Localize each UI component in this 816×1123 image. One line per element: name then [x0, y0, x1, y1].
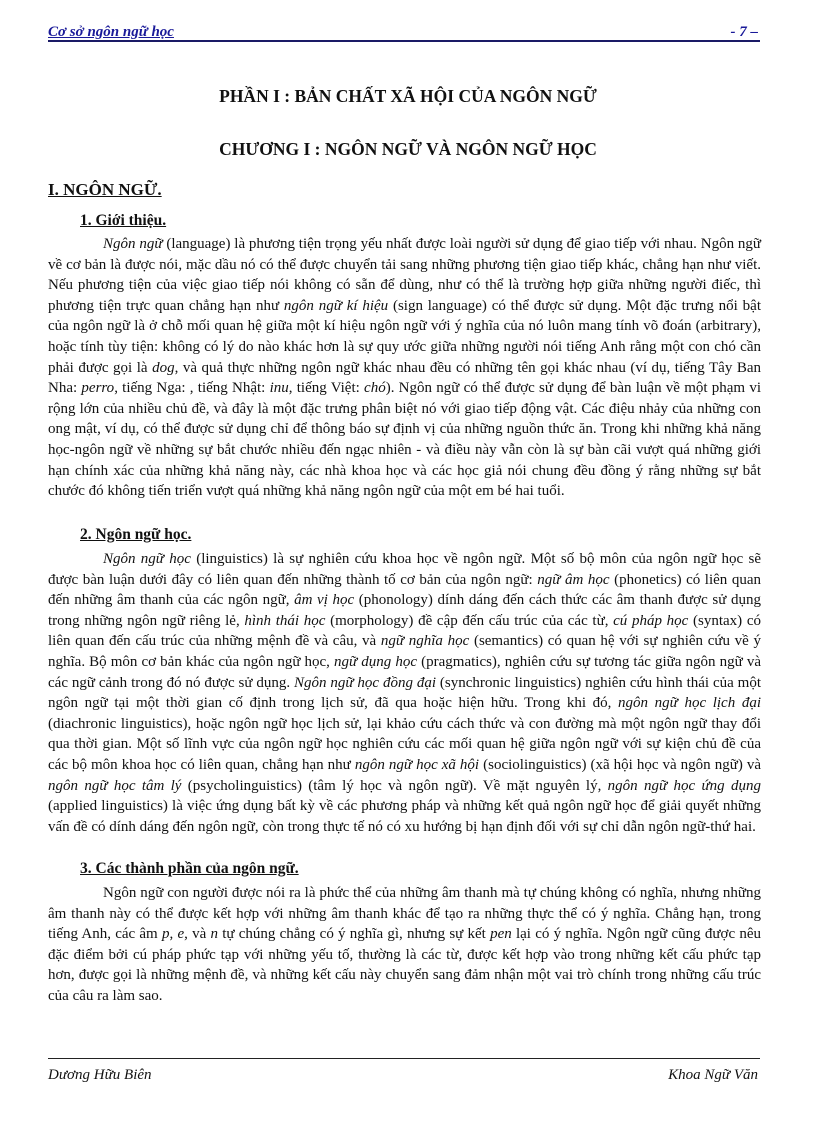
text-run: (pragmatics), nghiên cứu sự tương tác giữa ngôn ngữ và các ngữ cảnh trong đó nó được sử dụng.: [48, 653, 761, 691]
italic-term: ngữ âm học: [537, 571, 610, 588]
part-title: PHẦN I : BẢN CHẤT XÃ HỘI CỦA NGÔN NGỮ: [219, 86, 597, 106]
text-run: , và: [184, 926, 211, 943]
text-run: (phonetics) có liên quan đến những âm thanh của các ngôn ngữ,: [48, 571, 762, 609]
subheading-components: 3. Các thành phần của ngôn ngữ.: [80, 860, 299, 877]
italic-term: Ngôn ngữ học đồng đại: [293, 674, 437, 691]
text-run: (sign language) có thể được sử dụng. Một đặc trưng nổi bật của ngôn ngữ là ở chỗ mối quan hệ giữa một kí hiệu ngôn ngữ với ý nghĩa của nó luôn mang tính võ đoán (arbitrary), hoặc tính tùy tiện: không có lý do nào khác hơn là sự quy ước giữa những người nói tiếng Anh rằng một con chó cần phải được gọi là: [48, 297, 761, 376]
footer-author: Dương Hữu Biên: [48, 1067, 152, 1083]
header-book-title: Cơ sở ngôn ngữ học: [48, 24, 174, 40]
italic-term: chó: [364, 380, 386, 397]
footer-department: Khoa Ngữ Văn: [668, 1067, 758, 1083]
subheading-linguistics: 2. Ngôn ngữ học.: [80, 526, 192, 543]
italic-term: ngôn ngữ học ứng dụng: [607, 777, 761, 794]
subheading-introduction: 1. Giới thiệu.: [80, 212, 167, 229]
text-run: (synchronic linguistics) nghiên cứu hình thái của một ngôn ngữ tại một thời gian cố định trong lịch sử, đã qua hoặc hiện hữu. Trong khi đó,: [48, 674, 761, 712]
footer-divider: [48, 1058, 760, 1059]
italic-term: ngữ nghĩa học: [380, 633, 470, 650]
text-run: , tiếng Nga: , tiếng Nhật:: [114, 380, 270, 397]
text-run: , và quả thực những ngôn ngữ khác nhau đều có những tên gọi khác nhau (ví dụ, tiếng Tây Ban Nha:: [48, 359, 761, 397]
text-run: Ngôn ngữ con người được nói ra là phức thể của những âm thanh mà tự chúng không có nghĩa, nhưng những âm thanh này có thể được kết hợp với những âm thanh khác để tạo ra những thực thể có ý nghĩa. Chẳng hạn, trong tiếng Anh, các âm: [48, 885, 761, 943]
text-run: , tiếng Việt:: [288, 380, 365, 397]
italic-term: p: [161, 926, 170, 943]
text-run: (morphology) đề cập đến cấu trúc của các từ,: [325, 612, 614, 629]
text-run: (linguistics) là sự nghiên cứu khoa học về ngôn ngữ. Một số bộ môn của ngôn ngữ học sẽ được bàn luận dưới đây có liên quan đến những thành tố cơ bản của ngôn ngữ:: [48, 551, 762, 588]
text-run: ,: [169, 926, 178, 943]
italic-term: perro: [81, 380, 115, 397]
italic-term: âm vị học: [294, 592, 355, 609]
italic-term: dog: [152, 359, 175, 376]
text-run: (language) là phương tiện trọng yếu nhất được loài người sử dụng để giao tiếp với nhau. Ngôn ngữ về cơ bản là được nói, mặc dầu nó có thể được chuyển tải sang những phương tiện giao tiếp khác, chẳng hạn như viết. Nếu phương tiện của việc giao tiếp nói không có sẵn để dùng, như có thể là trường hợp giữa những người điếc, thì phương tiện trực quan chẳng hạn như: [48, 236, 762, 314]
italic-term: Ngôn ngữ: [103, 236, 163, 252]
text-run: (applied linguistics) là việc ứng dụng bất kỳ về các phương pháp và những kết quả ngôn ngữ học để giải quyết những vấn đề có dính dáng đến ngôn ngữ, còn trong thực tế nó có xu hướng bị hạn định đối với sự chỉ dẫn ngôn ngữ-thứ hai.: [48, 798, 761, 835]
italic-term: e: [177, 926, 185, 943]
italic-term: Ngôn ngữ học: [103, 551, 191, 567]
italic-term: ngôn ngữ kí hiệu: [283, 297, 389, 314]
text-run: (phonology) dính dáng đến cách thức các âm thanh được sử dụng trong những ngôn ngữ riêng lẻ,: [48, 592, 761, 629]
text-run: tự chúng chẳng có ý nghĩa gì, nhưng sự kết: [217, 926, 491, 943]
italic-term: ngữ dụng học: [334, 653, 418, 670]
page-header: [48, 22, 758, 42]
text-run: (syntax) có liên quan đến cấu trúc của những mệnh đề và câu, và: [48, 612, 761, 650]
paragraph-linguistics: [48, 549, 761, 837]
italic-term: ngôn ngữ học tâm lý: [48, 777, 182, 794]
italic-term: cú pháp học: [613, 612, 689, 629]
italic-term: n: [210, 926, 218, 943]
italic-term: hình thái học: [244, 612, 326, 629]
header-divider: [48, 40, 760, 42]
text-run: (diachronic linguistics), hoặc ngôn ngữ học lịch sử, lại khảo cứu cách thức và con đường mà một ngôn ngữ thay đổi qua thời gian. Một số lĩnh vực của ngôn ngữ học nghiên cứu các mối quan hệ giữa ngôn ngữ với sự kiện chủ đề của các bộ môn khoa học có liên quan, chẳng hạn như: [48, 715, 761, 773]
text-run: lại có ý nghĩa. Ngôn ngữ cũng được nêu đặc điểm bởi cú pháp phức tạp với những yếu tố, thường là các từ, được kết hợp vào trong những kết cấu phức tạp hơn, được gọi là những mệnh đề, và những kết cấu này chuyển sang đảm nhận một vai trò chính trong những cấu trúc của câu ra làm sao.: [48, 926, 762, 1004]
text-run: (psycholinguistics) (tâm lý học và ngôn ngữ). Về mặt nguyên lý,: [181, 777, 608, 794]
text-run: (sociolinguistics) (xã hội học và ngôn ngữ) và: [479, 756, 761, 773]
italic-term: ngôn ngữ học xã hội: [354, 756, 480, 773]
text-run: ). Ngôn ngữ có thể được sử dụng để bàn luận về một phạm vi rộng lớn của nhiều chủ đề, và đây là một đặc trưng phân biệt nó với giao tiếp động vật. Các điệu nhảy của những con ong mật, ví dụ, có thể được sử dụng chỉ để thông báo sự định vị của những nguồn thức ăn. Trong khi những khả năng học-ngôn ngữ về những sự bắt chước nhiều đến ngạc nhiên - và điều này vẫn còn là sự bàn cãi vượt quá những giới hạn chính xác của những khả năng này, các nhà khoa học và các học giả nói chung đều đồng ý rằng những sự bắt chước đó không tiến triển vượt quá những khả năng ngôn ngữ của một em bé hai tuổi.: [48, 380, 761, 500]
paragraph-components: [48, 883, 761, 1007]
italic-term: inu: [269, 380, 289, 397]
section-title: I. NGÔN NGỮ.: [48, 180, 162, 199]
text-run: (semantics) có quan hệ với sự nghiên cứu về ý nghĩa. Bộ môn cơ bản khác của ngôn ngữ học,: [48, 633, 761, 670]
italic-term: ngôn ngữ học lịch đại: [618, 695, 761, 712]
header-page-number: - 7 –: [730, 24, 758, 40]
chapter-title: CHƯƠNG I : NGÔN NGỮ VÀ NGÔN NGỮ HỌC: [219, 139, 597, 159]
paragraph-introduction: [48, 234, 761, 502]
italic-term: pen: [490, 926, 512, 943]
